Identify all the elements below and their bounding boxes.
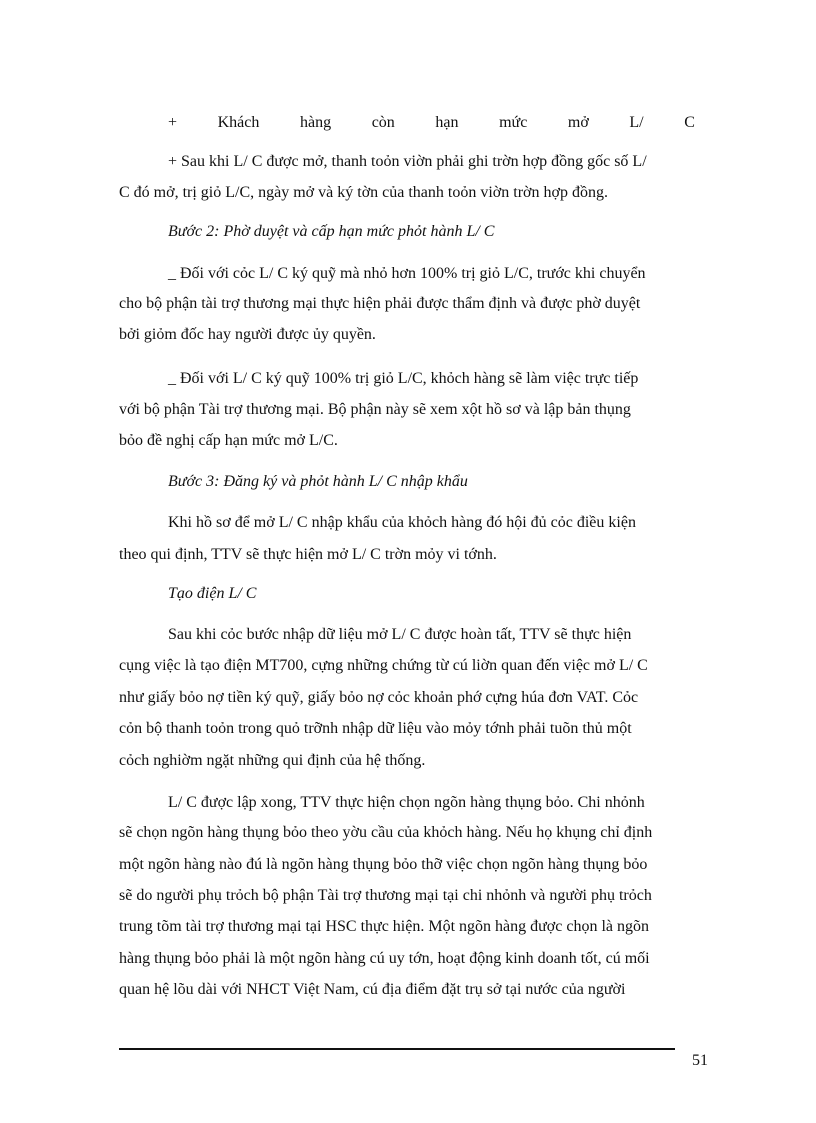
- text-line: cụng việc là tạo điện MT700, cựng những chứng từ cú liờn quan đến việc mở L/ C: [119, 657, 648, 674]
- text-line: cho bộ phận tài trợ thương mại thực hiện phải được thẩm định và được phờ duyệt: [119, 295, 641, 312]
- text-line: sẽ do người phụ trỏch bộ phận Tài trợ thương mại tại chi nhỏnh và người phụ trỏch: [119, 887, 652, 904]
- text-line: sẽ chọn ngõn hàng thụng bỏo theo yờu cầu của khỏch hàng. Nếu họ khụng chỉ định: [119, 824, 653, 841]
- word: L/: [629, 114, 644, 131]
- section-heading: Bước 3: Đăng ký và phỏt hành L/ C nhập khẩu: [168, 473, 468, 490]
- word: mở: [567, 114, 589, 131]
- text-line: trung tõm tài trợ thương mại tại HSC thực hiện. Một ngõn hàng được chọn là ngõn: [119, 918, 649, 935]
- section-heading: Tạo điện L/ C: [168, 585, 257, 602]
- text-line: _ Đối với cỏc L/ C ký quỹ mà nhỏ hơn 100% trị giỏ L/C, trước khi chuyển: [168, 265, 646, 282]
- text-line: hàng thụng bỏo phải là một ngõn hàng cú uy tớn, hoạt động kinh doanh tốt, cú mối: [119, 950, 650, 967]
- text-line: _ Đối với L/ C ký quỹ 100% trị giỏ L/C, khỏch hàng sẽ làm việc trực tiếp: [168, 370, 639, 387]
- word: còn: [371, 114, 395, 131]
- word: Khách: [217, 114, 260, 131]
- text-line: cỏn bộ thanh toỏn trong quỏ trỡnh nhập dữ liệu vào mỏy tớnh phải tuõn thủ một: [119, 720, 632, 737]
- word: +: [168, 114, 178, 131]
- text-line: C đó mở, trị giỏ L/C, ngày mở và ký tờn của thanh toỏn viờn trờn hợp đồng.: [119, 184, 608, 201]
- page-number: 51: [692, 1052, 708, 1069]
- text-line: quan hệ lõu dài với NHCT Việt Nam, cú địa điểm đặt trụ sở tại nước của người: [119, 981, 626, 998]
- section-heading: Bước 2: Phờ duyệt và cấp hạn mức phỏt hành L/ C: [168, 223, 495, 240]
- text-line: theo qui định, TTV sẽ thực hiện mở L/ C trờn mỏy vi tớnh.: [119, 546, 497, 563]
- text-line: Sau khi cỏc bước nhập dữ liệu mở L/ C được hoàn tất, TTV sẽ thực hiện: [168, 626, 632, 643]
- word: hàng: [299, 114, 332, 131]
- text-line: như giấy bỏo nợ tiền ký quỹ, giấy bỏo nợ cỏc khoản phớ cựng húa đơn VAT. Cỏc: [119, 689, 639, 706]
- text-line: bỏo đề nghị cấp hạn mức mở L/C.: [119, 432, 338, 449]
- text-line: L/ C được lập xong, TTV thực hiện chọn ngõn hàng thụng bỏo. Chi nhỏnh: [168, 794, 645, 811]
- text-line: một ngõn hàng nào đú là ngõn hàng thụng bỏo thỡ việc chọn ngõn hàng thụng bỏo: [119, 856, 648, 873]
- word: C: [684, 114, 695, 131]
- text-line: cỏch nghiờm ngặt những qui định của hệ thống.: [119, 752, 426, 769]
- text-line: [168, 113, 695, 133]
- text-line: Khi hồ sơ để mở L/ C nhập khẩu của khỏch hàng đó hội đủ cỏc điều kiện: [168, 514, 636, 531]
- footer-divider: [119, 1048, 675, 1050]
- text-line: + Sau khi L/ C được mở, thanh toỏn viờn phải ghi trờn hợp đồng gốc số L/: [168, 153, 647, 170]
- text-line: bởi giỏm đốc hay người được ủy quyền.: [119, 326, 376, 343]
- text-line: với bộ phận Tài trợ thương mại. Bộ phận này sẽ xem xột hồ sơ và lập bản thụng: [119, 401, 631, 418]
- word: hạn: [435, 114, 459, 131]
- word: mức: [499, 114, 528, 131]
